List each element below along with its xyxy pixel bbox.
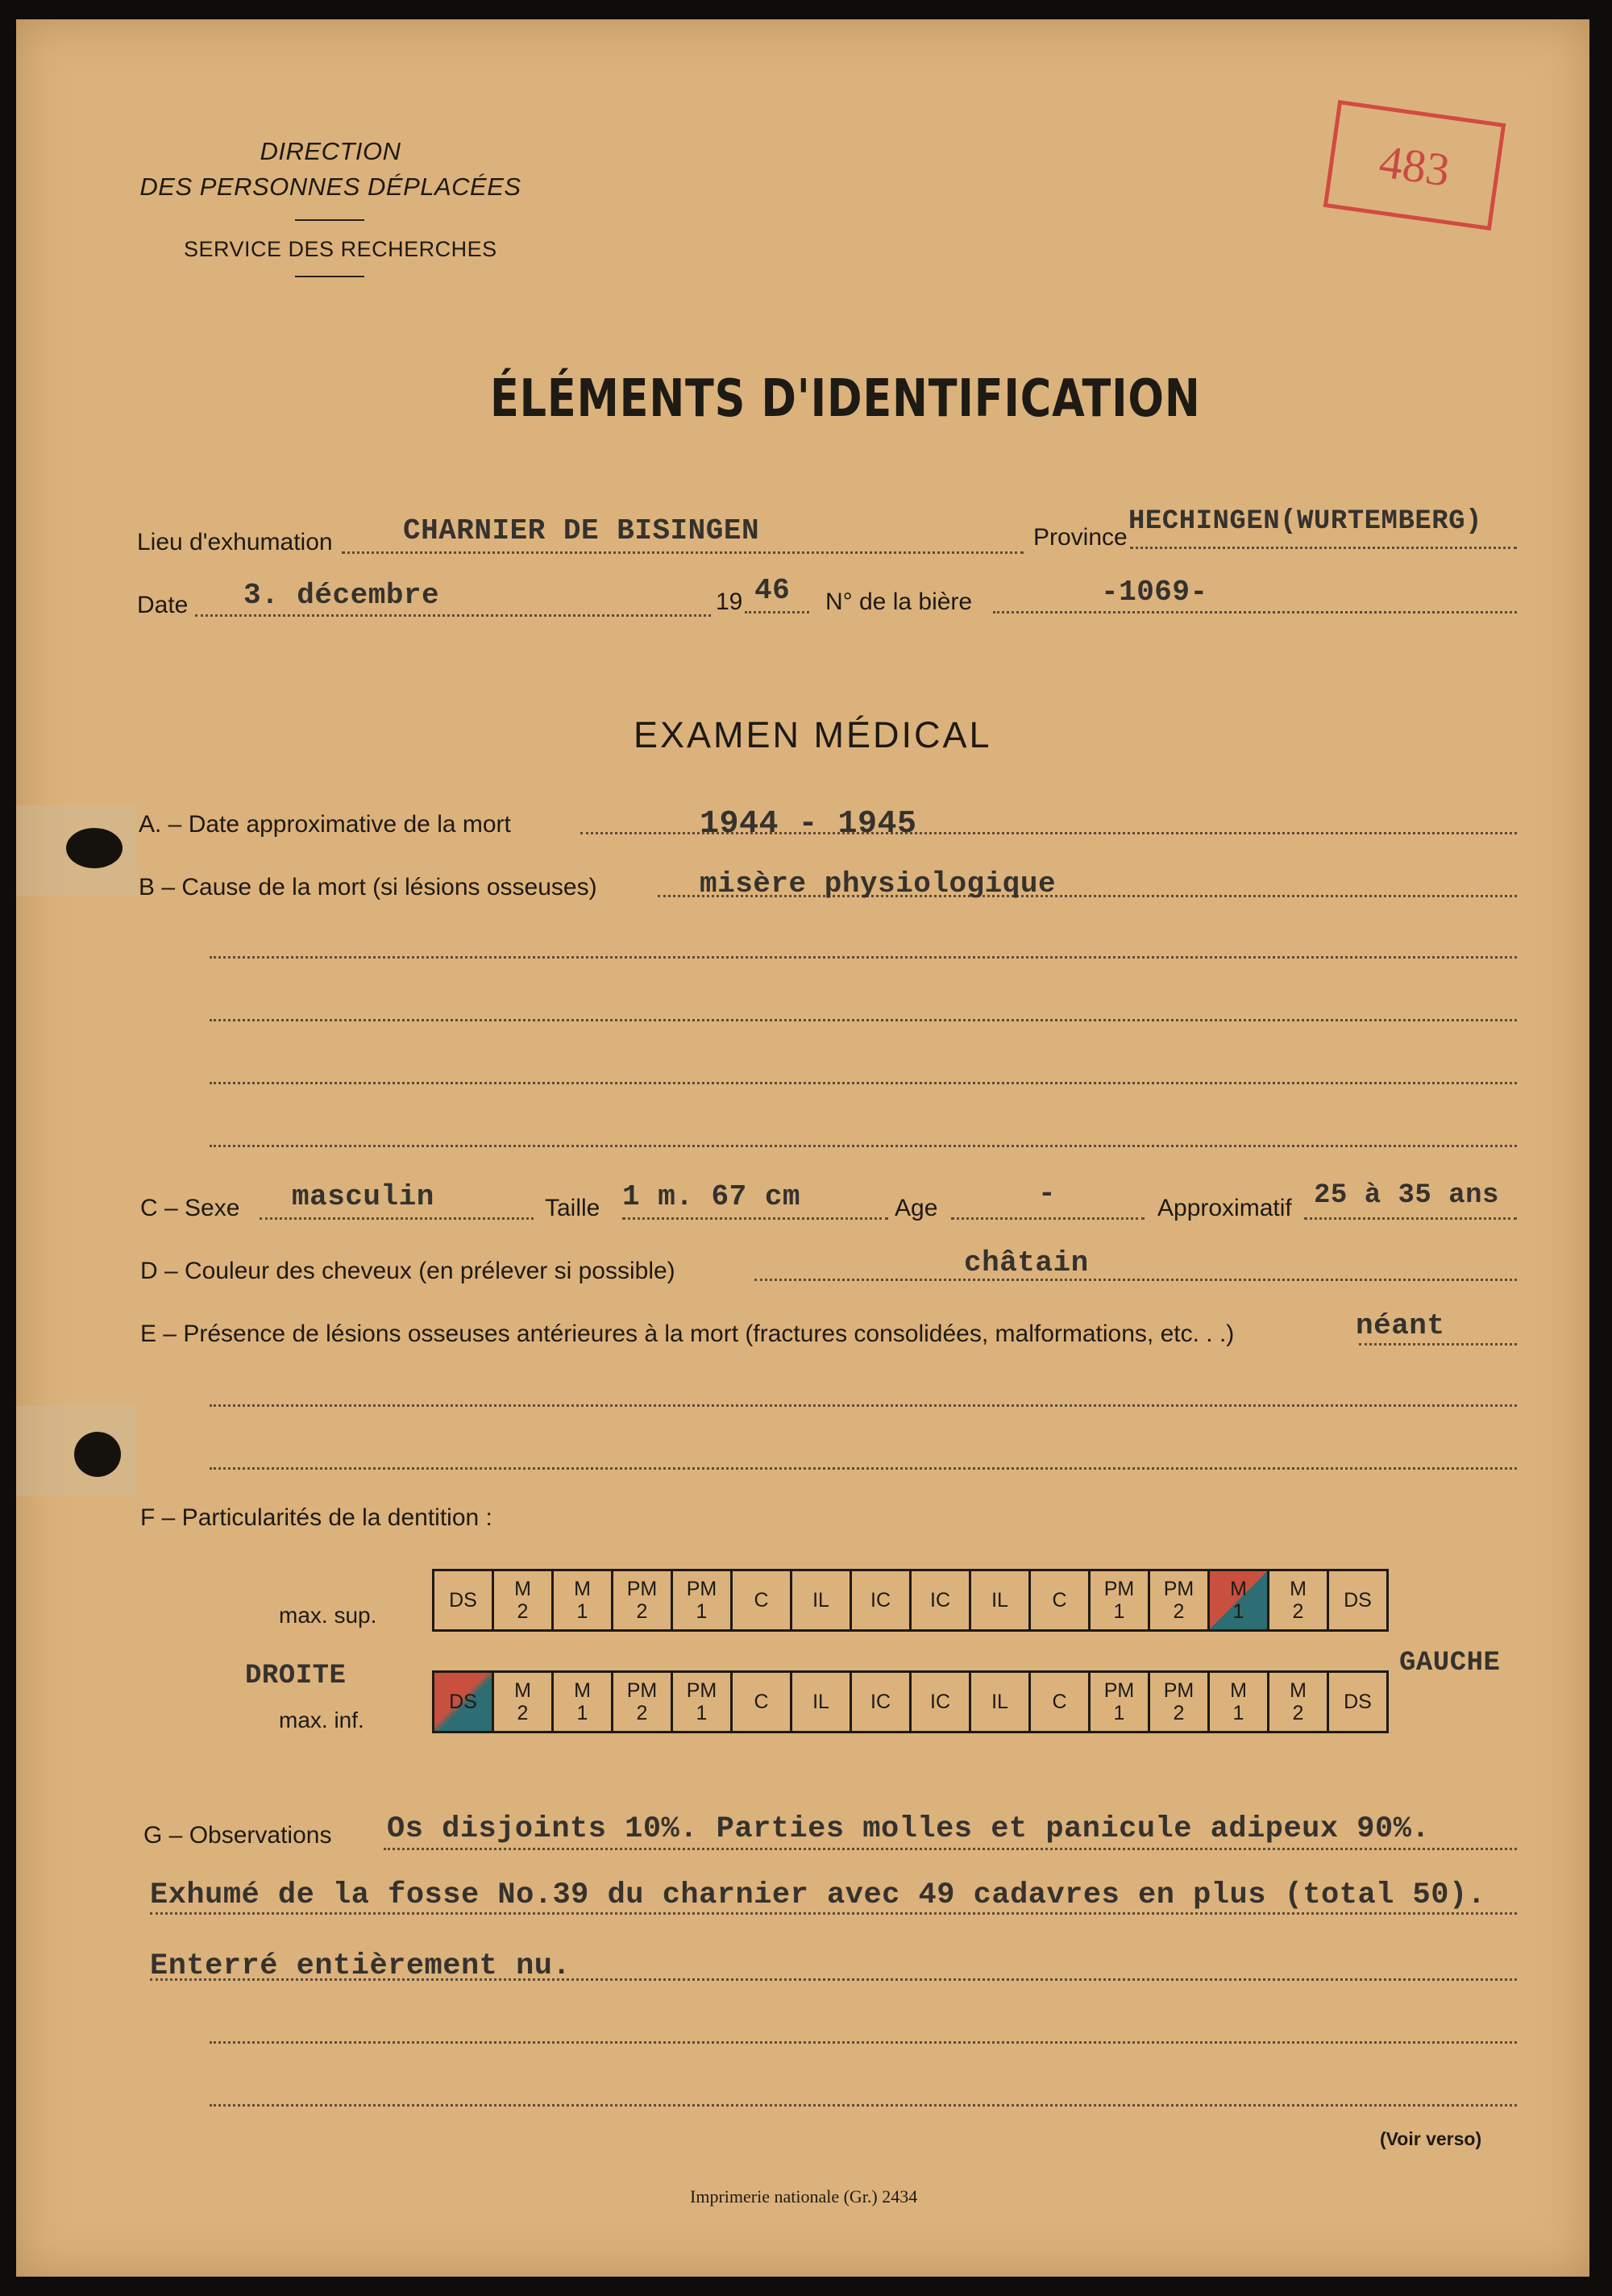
header-line1: DIRECTION [260,137,401,165]
biere-label: N° de la bière [825,589,973,615]
dental-chart-upper [432,1569,1389,1632]
exam-c-label: C – Sexe [140,1195,240,1221]
tooth-code: C [1052,1691,1067,1713]
tooth-code: IL [991,1691,1008,1713]
tooth-code: PM [686,1679,717,1702]
max-sup-label: max. sup. [279,1603,377,1628]
tooth-code: M [1290,1679,1307,1702]
province-value: HECHINGEN(WURTEMBERG) [1128,506,1482,537]
exam-e-extra-line [210,1467,1517,1470]
exam-b-extra-line [210,956,1517,959]
page-title: ÉLÉMENTS D'IDENTIFICATION [490,369,1201,429]
dental-chart-lower [432,1670,1389,1733]
tooth-cell [792,1571,852,1629]
year-line [745,611,809,614]
tooth-cell [1269,1673,1329,1731]
date-value: 3. décembre [243,579,440,612]
tooth-code: IC [930,1691,950,1713]
observations-line [210,2041,1517,2044]
header-rule [295,219,364,221]
tooth-number: 2 [517,1702,529,1724]
exam-g-label: G – Observations [143,1822,332,1849]
tooth-cell [852,1673,912,1731]
tooth-cell [1210,1673,1269,1731]
approx-label: Approximatif [1157,1195,1292,1221]
tooth-number: 1 [696,1600,708,1623]
gauche-label: GAUCHE [1399,1648,1501,1678]
tooth-number: 1 [1232,1702,1244,1724]
exam-d-value: châtain [964,1246,1089,1279]
tooth-number: 1 [1113,1600,1125,1623]
tooth-code: M [1290,1578,1307,1600]
lieu-value: CHARNIER DE BISINGEN [403,514,760,547]
tooth-code: DS [449,1589,477,1612]
exam-a-label: A. – Date approximative de la mort [139,811,511,838]
tooth-cell [554,1673,613,1731]
header-line2: DES PERSONNES DÉPLACÉES [139,173,521,201]
exam-e-value: néant [1356,1309,1445,1342]
tooth-code: IC [870,1589,891,1612]
service-label: SERVICE DES RECHERCHES [184,237,497,261]
tooth-code: C [754,1691,769,1713]
lieu-line [342,551,1024,554]
tooth-code: PM [1163,1679,1194,1702]
exam-d-label: D – Couleur des cheveux (en prélever si possible) [140,1258,675,1284]
tooth-cell [1269,1571,1329,1629]
tooth-cell [852,1571,912,1629]
tooth-cell [613,1571,673,1629]
tooth-code: IL [991,1589,1008,1612]
printer-footer: Imprimerie nationale (Gr.) 2434 [690,2186,918,2207]
province-label: Province [1033,524,1128,551]
lieu-label: Lieu d'exhumation [137,529,333,555]
biere-value: -1069- [1101,576,1208,609]
tooth-code: IL [812,1691,829,1713]
exam-f-label: F – Particularités de la dentition : [140,1504,492,1531]
document-page [16,19,1589,2277]
tooth-number: 1 [576,1702,588,1724]
tooth-code: M [1230,1578,1247,1600]
biere-line [993,611,1517,614]
max-inf-label: max. inf. [279,1707,364,1732]
tooth-code: PM [626,1578,658,1600]
date-line [195,614,711,617]
tooth-number: 1 [696,1702,708,1724]
tooth-cell [673,1673,733,1731]
tooth-cell [434,1571,494,1629]
tooth-number: 1 [1113,1702,1125,1724]
approx-value: 25 à 35 ans [1314,1180,1499,1211]
tooth-code: IL [812,1589,829,1612]
tooth-cell [971,1673,1031,1731]
tooth-cell [1031,1673,1091,1731]
date-label: Date [137,592,189,618]
tooth-cell [971,1571,1031,1629]
tooth-code: M [514,1679,531,1702]
tooth-cell [912,1673,971,1731]
tooth-number: 2 [636,1702,648,1724]
punch-hole [74,1432,121,1477]
tooth-cell [494,1673,554,1731]
observations-line1: Os disjoints 10%. Parties molles et panicule adipeux 90%. [387,1812,1431,1846]
taille-value: 1 m. 67 cm [622,1180,801,1213]
tooth-number: 2 [1173,1600,1185,1623]
tooth-cell [733,1571,792,1629]
tooth-number: 2 [1292,1600,1304,1623]
tooth-number: 2 [1292,1702,1304,1724]
year-value: 46 [754,574,791,607]
exam-d-line [754,1279,1517,1281]
tooth-code: PM [1103,1679,1135,1702]
file-number-stamp: 483 [1323,100,1506,231]
observations-line [210,2104,1517,2107]
tooth-code: DS [1344,1589,1372,1612]
exam-b-extra-line [210,1019,1517,1021]
tooth-cell [1150,1571,1210,1629]
tooth-code: DS [449,1691,477,1713]
tooth-code: M [1230,1679,1247,1702]
tooth-code: M [514,1578,531,1600]
observations-line3: Enterré entièrement nu. [150,1949,571,1983]
observations-line [150,1912,1517,1915]
exam-e-label: E – Présence de lésions osseuses antérieures à la mort (fractures consolidées, malformations, etc. . .) [140,1321,1235,1347]
tooth-number: 1 [1232,1600,1244,1623]
tooth-number: 2 [517,1600,529,1623]
tooth-code: M [574,1578,591,1600]
exam-a-value: 1944 - 1945 [700,806,917,842]
observations-line2: Exhumé de la fosse No.39 du charnier avec 49 cadavres en plus (total 50). [150,1878,1486,1912]
tooth-cell [1329,1673,1389,1731]
year-prefix: 19 [716,589,743,615]
observations-line [150,1978,1517,1981]
tooth-code: IC [870,1691,891,1713]
tooth-code: C [1052,1589,1067,1612]
tooth-code: PM [686,1578,717,1600]
tooth-cell [912,1571,971,1629]
tooth-cell [613,1673,673,1731]
exam-e-extra-line [210,1404,1517,1407]
tooth-cell [1091,1673,1150,1731]
tooth-cell [673,1571,733,1629]
tooth-cell [1031,1571,1091,1629]
tooth-cell [494,1571,554,1629]
tooth-cell [733,1673,792,1731]
section-title: EXAMEN MÉDICAL [634,714,992,755]
tooth-cell [554,1571,613,1629]
tooth-cell [1329,1571,1389,1629]
taille-label: Taille [545,1195,600,1221]
age-line [951,1217,1145,1220]
sexe-value: masculin [292,1180,434,1213]
voir-verso: (Voir verso) [1380,2128,1482,2149]
age-value: - [1038,1177,1057,1210]
tooth-code: IC [930,1589,950,1612]
tooth-code: PM [1103,1578,1135,1600]
exam-b-label: B – Cause de la mort (si lésions osseuses) [139,874,597,901]
droite-label: DROITE [245,1661,347,1691]
taille-line [622,1217,888,1220]
observations-line [384,1848,1517,1850]
sexe-line [260,1217,534,1220]
punch-hole [66,828,123,868]
tooth-cell [1091,1571,1150,1629]
tooth-cell [792,1673,852,1731]
exam-b-value: misère physiologique [700,867,1057,901]
tooth-number: 1 [576,1600,588,1623]
province-line [1130,547,1517,549]
exam-e-line [1359,1343,1517,1346]
tooth-cell [1210,1571,1269,1629]
exam-b-extra-line [210,1082,1517,1084]
age-label: Age [895,1195,938,1221]
tooth-code: C [754,1589,769,1612]
tooth-code: PM [626,1679,658,1702]
header-rule [295,276,364,277]
tooth-cell [1150,1673,1210,1731]
tooth-number: 2 [636,1600,648,1623]
exam-b-extra-line [210,1145,1517,1147]
tooth-code: M [574,1679,591,1702]
tooth-cell [434,1673,494,1731]
approx-line [1304,1217,1517,1220]
tooth-code: PM [1163,1578,1194,1600]
tooth-number: 2 [1173,1702,1185,1724]
tooth-code: DS [1344,1691,1372,1713]
